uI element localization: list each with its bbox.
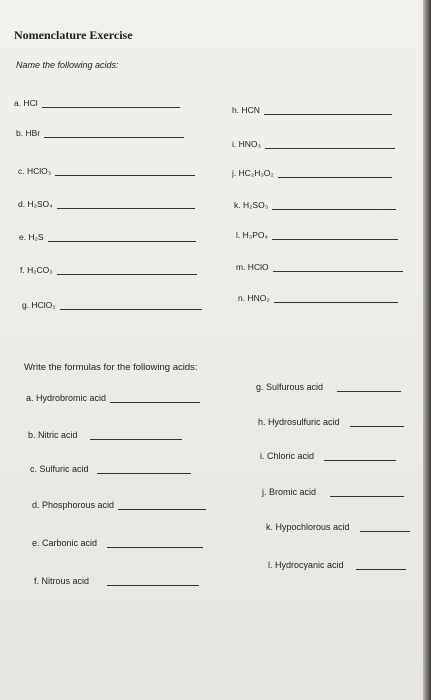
item-label: i. HNO₃	[232, 139, 261, 149]
answer-blank[interactable]	[324, 459, 396, 461]
answer-blank[interactable]	[273, 270, 403, 272]
item-label: k. H₂SO₃	[234, 200, 269, 210]
name-item-a	[14, 98, 180, 108]
formula-item-e	[32, 538, 203, 548]
item-label: h. HCN	[232, 105, 260, 115]
answer-blank[interactable]	[337, 390, 401, 392]
item-label: a. Hydrobromic acid	[26, 393, 107, 403]
answer-blank[interactable]	[265, 147, 395, 149]
answer-blank[interactable]	[60, 308, 202, 310]
name-item-l	[236, 230, 398, 240]
section2-instruction: Write the formulas for the following acids:	[24, 362, 198, 373]
name-item-k	[234, 200, 396, 210]
item-label: c. HClO₃	[18, 166, 52, 176]
page-edge-shadow	[423, 0, 431, 700]
item-label: l. Hydrocyanic acid	[268, 560, 344, 570]
formula-item-g	[256, 382, 401, 392]
answer-blank[interactable]	[44, 136, 184, 138]
name-item-m	[236, 262, 403, 272]
name-item-n	[238, 293, 398, 303]
formula-item-c	[30, 464, 191, 474]
formula-item-h	[258, 417, 404, 427]
item-label: m. HClO	[236, 262, 269, 272]
formula-item-d	[32, 500, 206, 510]
answer-blank[interactable]	[107, 584, 199, 586]
name-item-d	[18, 199, 195, 209]
page-title: Nomenclature Exercise	[14, 28, 133, 42]
name-item-b	[16, 128, 184, 138]
item-label: d. H₂SO₄	[18, 199, 53, 209]
item-label: f. Nitrous acid	[34, 576, 90, 586]
answer-blank[interactable]	[48, 240, 196, 242]
item-label: b. Nitric acid	[28, 430, 78, 440]
formula-item-j	[262, 487, 404, 497]
section1-instruction: Name the following acids:	[16, 60, 119, 70]
answer-blank[interactable]	[57, 273, 197, 275]
answer-blank[interactable]	[118, 508, 206, 510]
item-label: g. HClO₂	[22, 300, 56, 310]
answer-blank[interactable]	[264, 113, 392, 115]
formula-item-l	[268, 560, 406, 570]
item-label: j. HC₂H₃O₂	[232, 168, 274, 178]
name-item-f	[20, 265, 197, 275]
name-item-j	[232, 168, 392, 178]
item-label: i. Chloric acid	[260, 451, 315, 461]
name-item-h	[232, 105, 392, 115]
answer-blank[interactable]	[356, 568, 406, 570]
answer-blank[interactable]	[107, 546, 203, 548]
item-label: c. Sulfuric acid	[30, 464, 89, 474]
item-label: k. Hypochlorous acid	[266, 522, 350, 532]
formula-item-b	[28, 430, 182, 440]
answer-blank[interactable]	[55, 174, 195, 176]
name-item-g	[22, 300, 202, 310]
answer-blank[interactable]	[57, 207, 195, 209]
name-item-e	[19, 232, 196, 242]
answer-blank[interactable]	[90, 438, 182, 440]
answer-blank[interactable]	[42, 106, 180, 108]
formula-item-i	[260, 451, 396, 461]
answer-blank[interactable]	[274, 301, 398, 303]
item-label: l. H₃PO₄	[236, 230, 268, 240]
item-label: e. Carbonic acid	[32, 538, 98, 548]
item-label: a. HCl	[14, 98, 38, 108]
answer-blank[interactable]	[360, 530, 410, 532]
answer-blank[interactable]	[278, 176, 392, 178]
item-label: j. Bromic acid	[262, 487, 317, 497]
item-label: f. H₂CO₃	[20, 265, 53, 275]
answer-blank[interactable]	[272, 208, 396, 210]
answer-blank[interactable]	[350, 425, 404, 427]
formula-item-k	[266, 522, 410, 532]
item-label: n. HNO₂	[238, 293, 270, 303]
answer-blank[interactable]	[110, 401, 200, 403]
name-item-c	[18, 166, 195, 176]
item-label: b. HBr	[16, 128, 41, 138]
formula-item-a	[26, 393, 200, 403]
item-label: d. Phosphorous acid	[32, 500, 115, 510]
item-label: h. Hydrosulfuric acid	[258, 417, 340, 427]
name-item-i	[232, 139, 395, 149]
formula-item-f	[34, 576, 199, 586]
answer-blank[interactable]	[97, 472, 191, 474]
answer-blank[interactable]	[330, 495, 404, 497]
answer-blank[interactable]	[272, 238, 398, 240]
item-label: e. H₂S	[19, 232, 44, 242]
item-label: g. Sulfurous acid	[256, 382, 324, 392]
